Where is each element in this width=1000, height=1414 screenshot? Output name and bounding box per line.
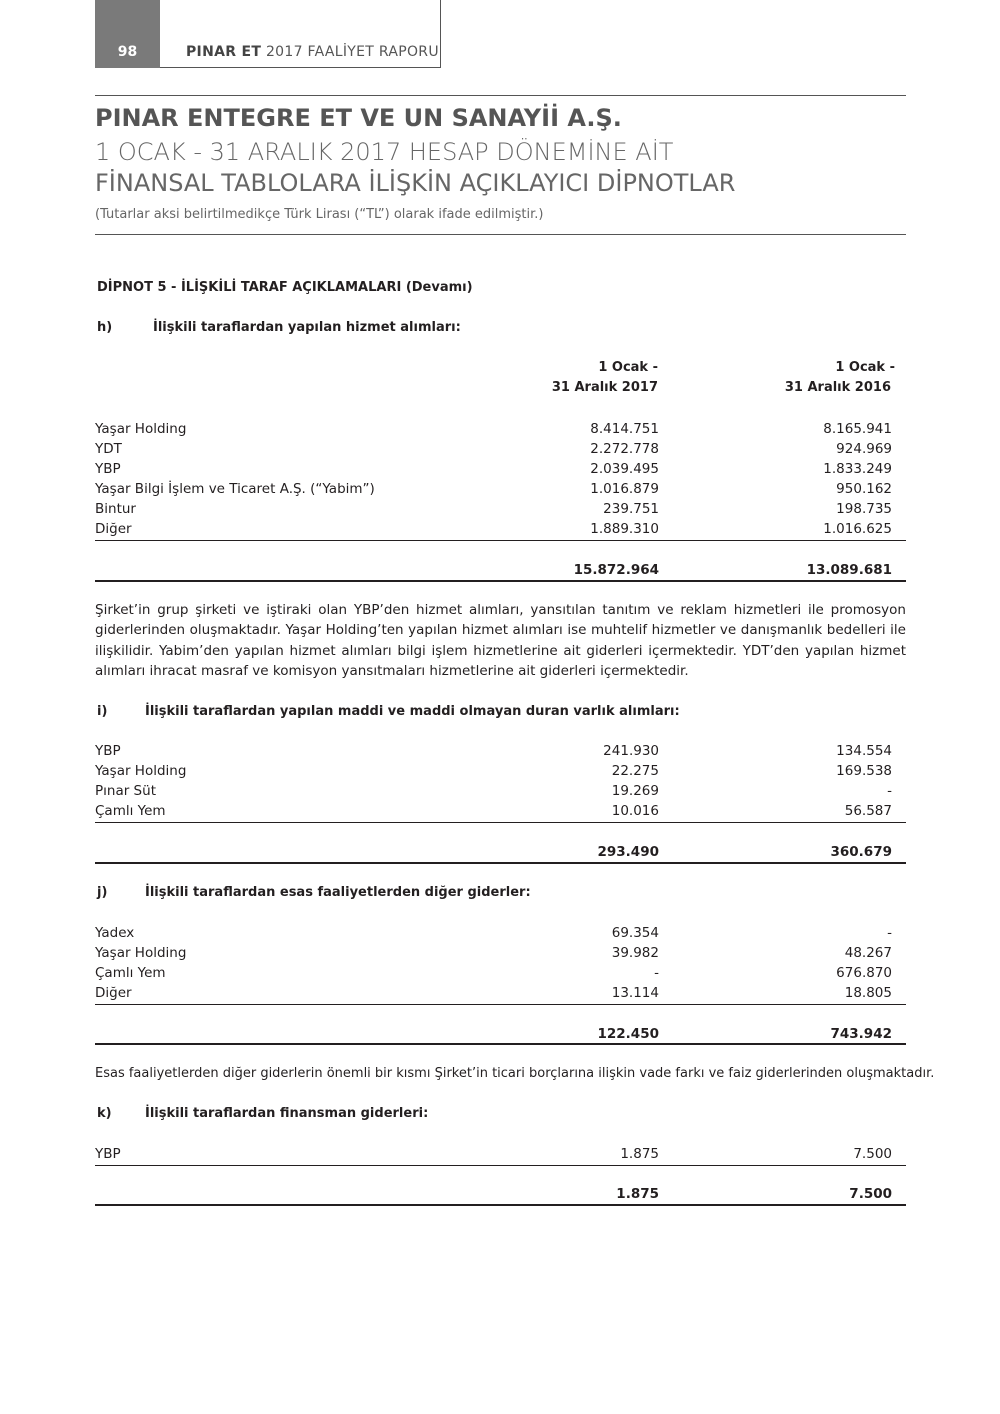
section-title: İlişkili taraflardan yapılan maddi ve maddi olmayan duran varlık alımları: [145,704,680,719]
row-label: Çamlı Yem [95,965,166,981]
row-label: Bintur [95,501,136,517]
document-title: FİNANSAL TABLOLARA İLİŞKİN AÇIKLAYICI DİPNOTLAR [95,169,736,197]
section-title: İlişkili taraflardan finansman giderleri: [145,1106,429,1121]
total-divider [95,1043,906,1045]
page-number: 98 [95,0,160,68]
subtotal-divider [95,540,906,541]
value-2017: 2.039.495 [590,461,659,477]
value-2017: 1.889.310 [590,521,659,537]
table-row [95,479,906,499]
value-2017: 2.272.778 [590,441,659,457]
total-2017: 122.450 [597,1026,659,1042]
total-row [95,842,906,862]
report-name: 2017 FAALİYET RAPORU [265,44,439,60]
value-2016: 169.538 [836,763,892,779]
row-label: Yaşar Holding [95,421,187,437]
row-label: Diğer [95,985,132,1001]
value-2016: 924.969 [836,441,892,457]
row-label: Yaşar Bilgi İşlem ve Ticaret A.Ş. (“Yabim”) [95,481,375,497]
value-2017: 19.269 [611,783,659,799]
table-row [95,439,906,459]
period-title: 1 OCAK - 31 ARALIK 2017 HESAP DÖNEMİNE AİT [95,138,674,166]
row-label: YDT [95,441,122,457]
value-2016: 198.735 [836,501,892,517]
value-2017: 69.354 [611,925,659,941]
section-letter: i) [97,704,108,719]
subtotal-divider [95,822,906,823]
row-label: Yadex [95,925,135,941]
total-divider [95,580,906,582]
table-row [95,963,906,983]
value-2017: 241.930 [603,743,659,759]
value-2016: 1.016.625 [823,521,892,537]
report-title [186,44,439,60]
column-header-line: 1 Ocak - [598,360,658,375]
total-row [95,560,906,580]
row-label: YBP [95,461,121,477]
value-2016: 8.165.941 [823,421,892,437]
table-row [95,761,906,781]
section-letter: h) [97,320,113,335]
value-2016: 7.500 [853,1146,892,1162]
company-name: PINAR ENTEGRE ET VE UN SANAYİİ A.Ş. [95,104,622,132]
total-row [95,1184,906,1204]
total-2017: 293.490 [597,844,659,860]
value-2016: 134.554 [836,743,892,759]
subtotal-divider [95,1004,906,1005]
column-header-2017 [552,358,658,398]
section-title: İlişkili taraflardan yapılan hizmet alımları: [153,320,461,335]
value-2017: 1.016.879 [590,481,659,497]
table-row [95,923,906,943]
value-2016: 56.587 [844,803,892,819]
note-heading: DİPNOT 5 - İLİŞKİLİ TARAF AÇIKLAMALARI (Devamı) [97,280,473,295]
column-header-line: 1 Ocak - [835,360,895,375]
total-2017: 15.872.964 [573,562,659,578]
table-row [95,459,906,479]
table-row [95,519,906,539]
value-2016: 1.833.249 [823,461,892,477]
total-2016: 13.089.681 [806,562,892,578]
total-row [95,1024,906,1044]
row-label: Pınar Süt [95,783,156,799]
value-2017: 39.982 [611,945,659,961]
value-2017: 13.114 [611,985,659,1001]
value-2017: 239.751 [603,501,659,517]
value-2016: 18.805 [844,985,892,1001]
value-2016: - [887,925,892,941]
title-top-rule [95,95,906,96]
column-header-line: 31 Aralık 2016 [784,380,891,395]
total-2016: 743.942 [830,1026,892,1042]
value-2016: 48.267 [844,945,892,961]
section-letter: k) [97,1106,112,1121]
brand-name: PINAR ET [186,44,262,60]
value-2017: - [654,965,659,981]
section-title: İlişkili taraflardan esas faaliyetlerden diğer giderler: [145,885,531,900]
value-2017: 10.016 [611,803,659,819]
title-bottom-rule [95,234,906,235]
row-label: YBP [95,743,121,759]
column-header-2016 [785,358,895,398]
table-row [95,983,906,1003]
table-row [95,499,906,519]
value-2017: 1.875 [620,1146,659,1162]
currency-note: (Tutarlar aksi belirtilmedikçe Türk Lirası (“TL”) olarak ifade edilmiştir.) [95,207,544,222]
value-2016: - [887,783,892,799]
value-2016: 950.162 [836,481,892,497]
column-header-line: 31 Aralık 2017 [551,380,658,395]
table-row [95,419,906,439]
total-divider [95,1204,906,1206]
table-row [95,741,906,761]
table-row [95,781,906,801]
section-h-paragraph: Şirket’in grup şirketi ve iştiraki olan YBP’den hizmet alımları, yansıtılan tanıtım ve reklam hizmetleri ile promosyon giderlerinden oluşmaktadır. Yaşar Holding’ten yapılan hizmet alımları ise muhtelif hizmetler ve danışmanlık bedelleri ile ilişkilidir. Yabim’den yapılan hizmet alımları bilgi işlem hizmetlerine ait giderleri içermektedir. YDT’den yapılan hizmet alımları ihracat masraf ve komisyon yansıtmaları hizmetlerine ait giderleri içermektedir. [95,602,906,679]
table-row [95,1144,906,1164]
value-2017: 22.275 [611,763,659,779]
row-label: Çamlı Yem [95,803,166,819]
value-2017: 8.414.751 [590,421,659,437]
total-2016: 360.679 [830,844,892,860]
row-label: Diğer [95,521,132,537]
total-divider [95,862,906,864]
section-letter: j) [97,885,108,900]
row-label: YBP [95,1146,121,1162]
row-label: Yaşar Holding [95,763,187,779]
section-j-paragraph: Esas faaliyetlerden diğer giderlerin önemli bir kısmı Şirket’in ticari borçlarına ilişkin vade farkı ve faiz giderlerinden oluşmaktadır. [95,1066,935,1081]
subtotal-divider [95,1165,906,1166]
table-row [95,943,906,963]
row-label: Yaşar Holding [95,945,187,961]
total-2017: 1.875 [616,1186,659,1202]
table-row [95,801,906,821]
total-2016: 7.500 [849,1186,892,1202]
value-2016: 676.870 [836,965,892,981]
